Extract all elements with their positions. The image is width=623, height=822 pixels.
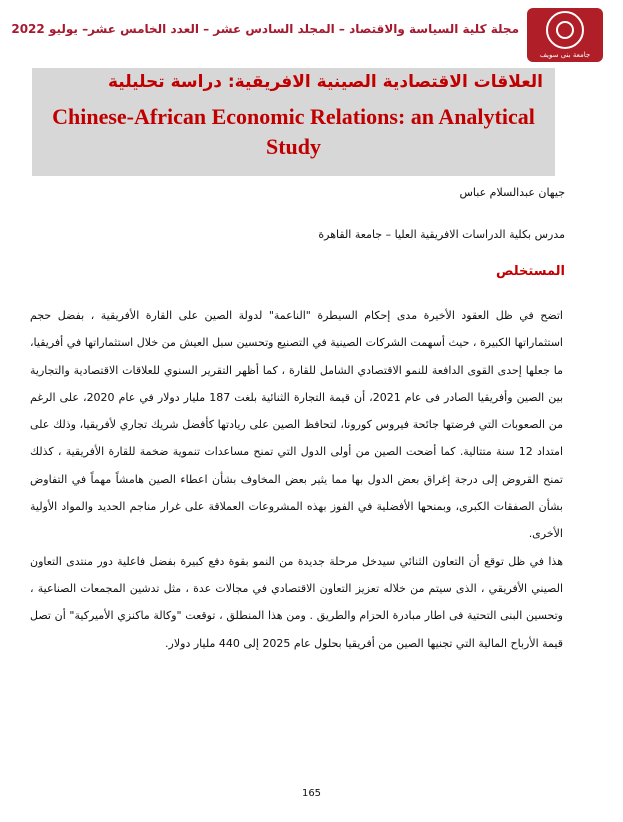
university-logo [527, 8, 603, 62]
title-box [32, 68, 555, 176]
abstract-heading: المستخلص [496, 264, 565, 279]
page-number: 165 [301, 788, 322, 799]
abstract-paragraph: هذا في ظل توقع أن التعاون الثنائي سيدخل مرحلة جديدة من النمو بقوة دفع كبيرة بفضل فاعلية دور منتدى التعاون الصيني الأفريقي ، الذى سيتم من خلاله تعزيز التعاون الاقتصادي في مجالات عدة ، مثل تدشين المجمعات الصناعية ، وتحسين البنى التحتية فى اطار مبادرة الحزام والطريق . ومن هذا المنطلق ، توقعت "وكالة ماكنزي الأميركية" أن تصل قيمة الأرباح المالية التي تجنيها الصين من أفريقيا بحلول عام 2025 إلى 440 مليار دولار. [30, 554, 563, 650]
author-name: جيهان عبدالسلام عباس [459, 186, 565, 199]
page-header [11, 8, 603, 62]
journal-line: مجلة كلية السياسة والاقتصاد – المجلد السادس عشر – العدد الخامس عشر– يوليو 2022 [11, 22, 519, 36]
abstract-body [30, 302, 563, 657]
title-arabic: العلاقات الاقتصادية الصينية الافريقية: دراسة تحليلية [107, 72, 543, 92]
title-english: Chinese-African Economic Relations: an Analytical Study [52, 104, 535, 159]
emblem-icon [546, 11, 584, 49]
author-affiliation: مدرس بكلية الدراسات الافريقية العليا – جامعة القاهرة [318, 228, 565, 241]
abstract-paragraph: اتضح في ظل العقود الأخيرة مدى إحكام السيطرة "الناعمة" لدولة الصين على القارة الأفريقية ، بفضل حجم استثماراتها الكبيرة ، حيث أسهمت الشركات الصينية في التصنيع وتحسين سبل العيش من خلال استثماراتها في أفريقيا، ما جعلها إحدى القوى الدافعة للنمو الاقتصادي الشامل للقارة ، كما أظهر التقرير السنوي للعلاقات الاقتصادية والتجارية بين الصين وأفريقيا الصادر فى عام 2021، أن قيمة التجارة الثنائية بلغت 187 مليار دولار في عام 2020، على الرغم من الصعوبات التي فرضتها جائحة فيروس كورونا، لتحافظ الصين على ريادتها كأفضل شريك تجاري لأفريقيا، وذلك على امتداد 12 سنة متتالية. كما أضحت الصين من أولى الدول التي تمنح مساعدات تنموية ضخمة للقارة الأفريقية ، كذلك تمنح القروض إلى درجة إغراق بعض الدول بها مما يثير بعض المخاوف بشأن اعطاء الصين هامشاً مهماً في التفاوض بشأن الصفقات الكبرى، وبمنحها الأفضلية في الفوز بهذه المشروعات العملاقة على غرار مناجم الحديد والمواد الأولية الأخرى. [30, 309, 564, 541]
logo-caption: جامعة بنى سويف [539, 51, 591, 59]
